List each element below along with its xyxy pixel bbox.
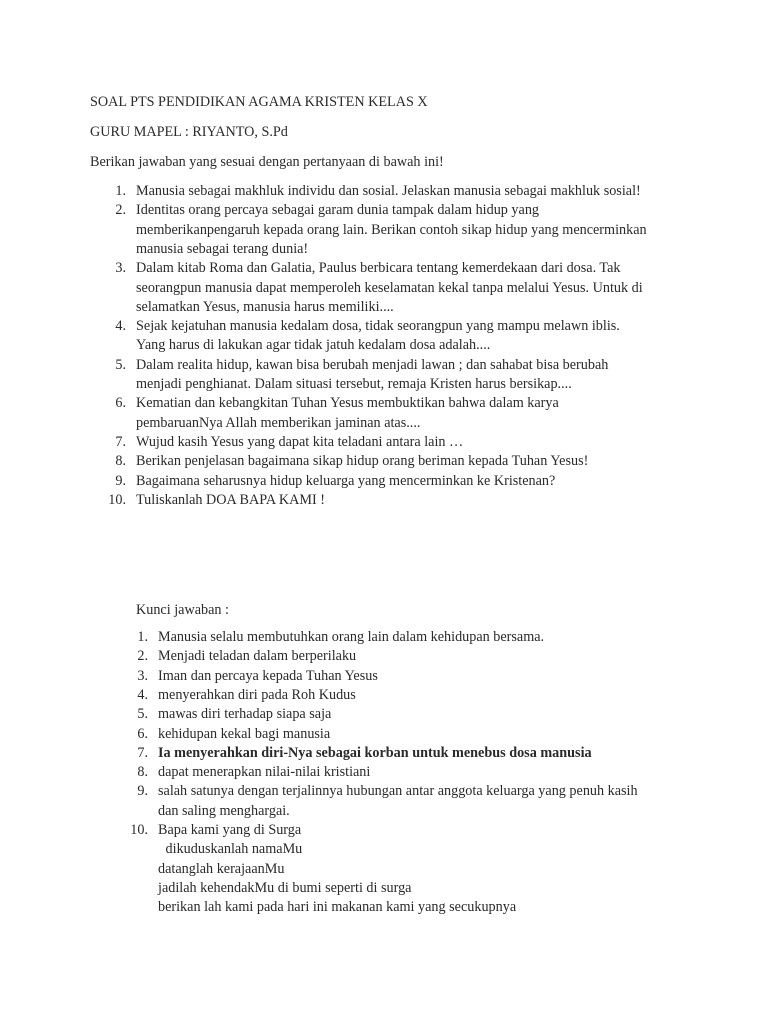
answer-item-text: Bapa kami yang di Surga bbox=[158, 822, 302, 838]
answer-item-text: Manusia selalu membutuhkan orang lain dalam kehidupan bersama. bbox=[158, 629, 545, 645]
question-item-number: 9. bbox=[115, 472, 126, 489]
answer-item-number: 7. bbox=[137, 744, 148, 761]
answer-item-text: menyerahkan diri pada Roh Kudus bbox=[158, 686, 356, 703]
question-item-text: Kematian dan kebangkitan Tuhan Yesus membuktikan bahwa dalam karya bbox=[136, 395, 559, 412]
answer-item-text: jadilah kehendakMu di bumi seperti di surga bbox=[158, 879, 412, 896]
answer-item-number: 6. bbox=[137, 725, 148, 742]
instruction-text: Berikan jawaban yang sesuai dengan pertanyaan di bawah ini! bbox=[90, 154, 444, 170]
answer-item-text: berikan lah kami pada hari ini makanan kami yang secukupnya bbox=[158, 899, 517, 916]
question-item-text: selamatkan Yesus, manusia harus memiliki.... bbox=[136, 298, 394, 315]
answer-item-text: salah satunya dengan terjalinnya hubungan antar anggota keluarga yang penuh kasih bbox=[158, 783, 638, 800]
question-item-text: Dalam realita hidup, kawan bisa berubah menjadi lawan ; dan sahabat bisa berubah bbox=[136, 356, 609, 373]
answer-item-text: Menjadi teladan dalam berperilaku bbox=[158, 648, 357, 665]
question-item-text: Tuliskanlah DOA BAPA KAMI ! bbox=[136, 491, 325, 508]
question-item-number: 6. bbox=[115, 395, 126, 412]
question-item-text: Identitas orang percaya sebagai garam dunia tampak dalam hidup yang bbox=[136, 202, 540, 219]
question-item-number: 3. bbox=[115, 260, 126, 277]
question-item-number: 10. bbox=[108, 491, 126, 508]
question-item-number: 7. bbox=[115, 433, 126, 450]
question-item-text: Sejak kejatuhan manusia kedalam dosa, tidak seorangpun yang mampu melawn iblis. bbox=[136, 318, 620, 335]
question-item-text: pembaruanNya Allah memberikan jaminan atas.... bbox=[136, 414, 421, 431]
question-item-text: memberikanpengaruh kepada orang lain. Berikan contoh sikap hidup yang mencerminkan bbox=[136, 221, 647, 238]
answer-item-number: 10. bbox=[130, 822, 148, 838]
answer-item-text: Iman dan percaya kepada Tuhan Yesus bbox=[158, 667, 378, 684]
question-item-text: Manusia sebagai makhluk individu dan sosial. Jelaskan manusia sebagai makhluk sosial! bbox=[136, 183, 641, 199]
answer-item-number: 4. bbox=[137, 686, 148, 703]
answer-item-number: 5. bbox=[137, 706, 148, 723]
answer-item-text: dan saling menghargai. bbox=[158, 802, 290, 819]
answer-item-text: datanglah kerajaanMu bbox=[158, 860, 285, 877]
document-title: SOAL PTS PENDIDIKAN AGAMA KRISTEN KELAS X bbox=[90, 94, 428, 110]
answer-item-text: dapat menerapkan nilai-nilai kristiani bbox=[158, 764, 371, 781]
question-item-number: 2. bbox=[115, 202, 126, 219]
question-item-text: Bagaimana seharusnya hidup keluarga yang mencerminkan ke Kristenan? bbox=[136, 472, 556, 489]
answer-item-number: 8. bbox=[137, 764, 148, 781]
answer-item-number: 9. bbox=[137, 783, 148, 800]
question-item-number: 5. bbox=[115, 356, 126, 373]
question-item-number: 8. bbox=[115, 453, 126, 470]
answer-item-text: dikuduskanlah namaMu bbox=[162, 841, 303, 858]
question-item-text: Yang harus di lakukan agar tidak jatuh kedalam dosa adalah.... bbox=[136, 337, 491, 354]
answer-key-heading: Kunci jawaban : bbox=[136, 602, 229, 618]
answer-item-text: mawas diri terhadap siapa saja bbox=[158, 706, 332, 723]
question-item-text: Dalam kitab Roma dan Galatia, Paulus berbicara tentang kemerdekaan dari dosa. Tak bbox=[136, 260, 621, 277]
question-item-number: 1. bbox=[115, 183, 126, 199]
answer-item-text: kehidupan kekal bagi manusia bbox=[158, 725, 331, 742]
question-item-text: menjadi penghianat. Dalam situasi tersebut, remaja Kristen harus bersikap.... bbox=[136, 376, 572, 392]
question-item-text: Berikan penjelasan bagaimana sikap hidup orang beriman kepada Tuhan Yesus! bbox=[136, 453, 589, 470]
question-item-text: Wujud kasih Yesus yang dapat kita teladani antara lain … bbox=[136, 433, 464, 450]
question-item-text: seorangpun manusia dapat memperoleh keselamatan kekal tanpa melalui Yesus. Untuk di bbox=[136, 279, 643, 296]
answer-item-number: 2. bbox=[137, 648, 148, 665]
question-item-text: manusia sebagai terang dunia! bbox=[136, 240, 309, 257]
answer-item-number: 3. bbox=[137, 667, 148, 684]
answer-item-number: 1. bbox=[137, 629, 148, 645]
answer-item-text: Ia menyerahkan diri-Nya sebagai korban untuk menebus dosa manusia bbox=[158, 744, 592, 761]
teacher-name: GURU MAPEL : RIYANTO, S.Pd bbox=[90, 124, 288, 140]
question-item-number: 4. bbox=[115, 318, 126, 335]
